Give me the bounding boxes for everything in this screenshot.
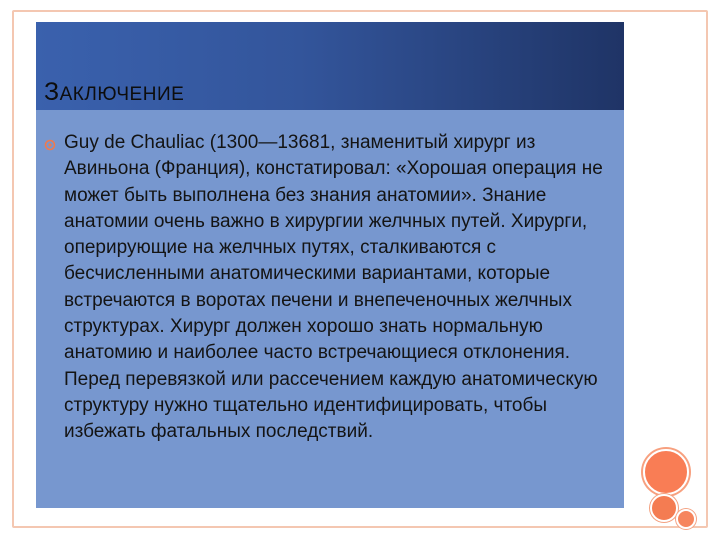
diamond-bullet-icon: [44, 139, 56, 151]
slide-title: [44, 78, 184, 107]
decorative-circle-small: [676, 509, 696, 529]
decorative-circle-large: [643, 449, 689, 495]
slide-title-rest: АКЛЮЧЕНИЕ: [59, 84, 185, 105]
slide-body-text: Guy de Chauliac (1300—13681, знаменитый хирург из Авиньона (Франция), констатировал: «Хорошая операция не может быть выполнена без знания анатомии». Знание анатомии очень важно в хирургии желчных путей. Хирурги, оперирующие на желчных путях, сталкиваются с бесчисленными анатомическими вариантами, которые встречаются в воротах печени и внепеченочных желчных структурах. Хирург должен хорошо знать нормальную анатомию и наиболее часто встречающиеся отклонения. Перед перевязкой или рассечением каждую анатомическую структуру нужно тщательно идентифицировать, чтобы избежать фатальных последствий.: [64, 132, 603, 443]
decorative-circle-medium: [650, 494, 678, 522]
slide-title-first-letter: З: [44, 78, 60, 106]
